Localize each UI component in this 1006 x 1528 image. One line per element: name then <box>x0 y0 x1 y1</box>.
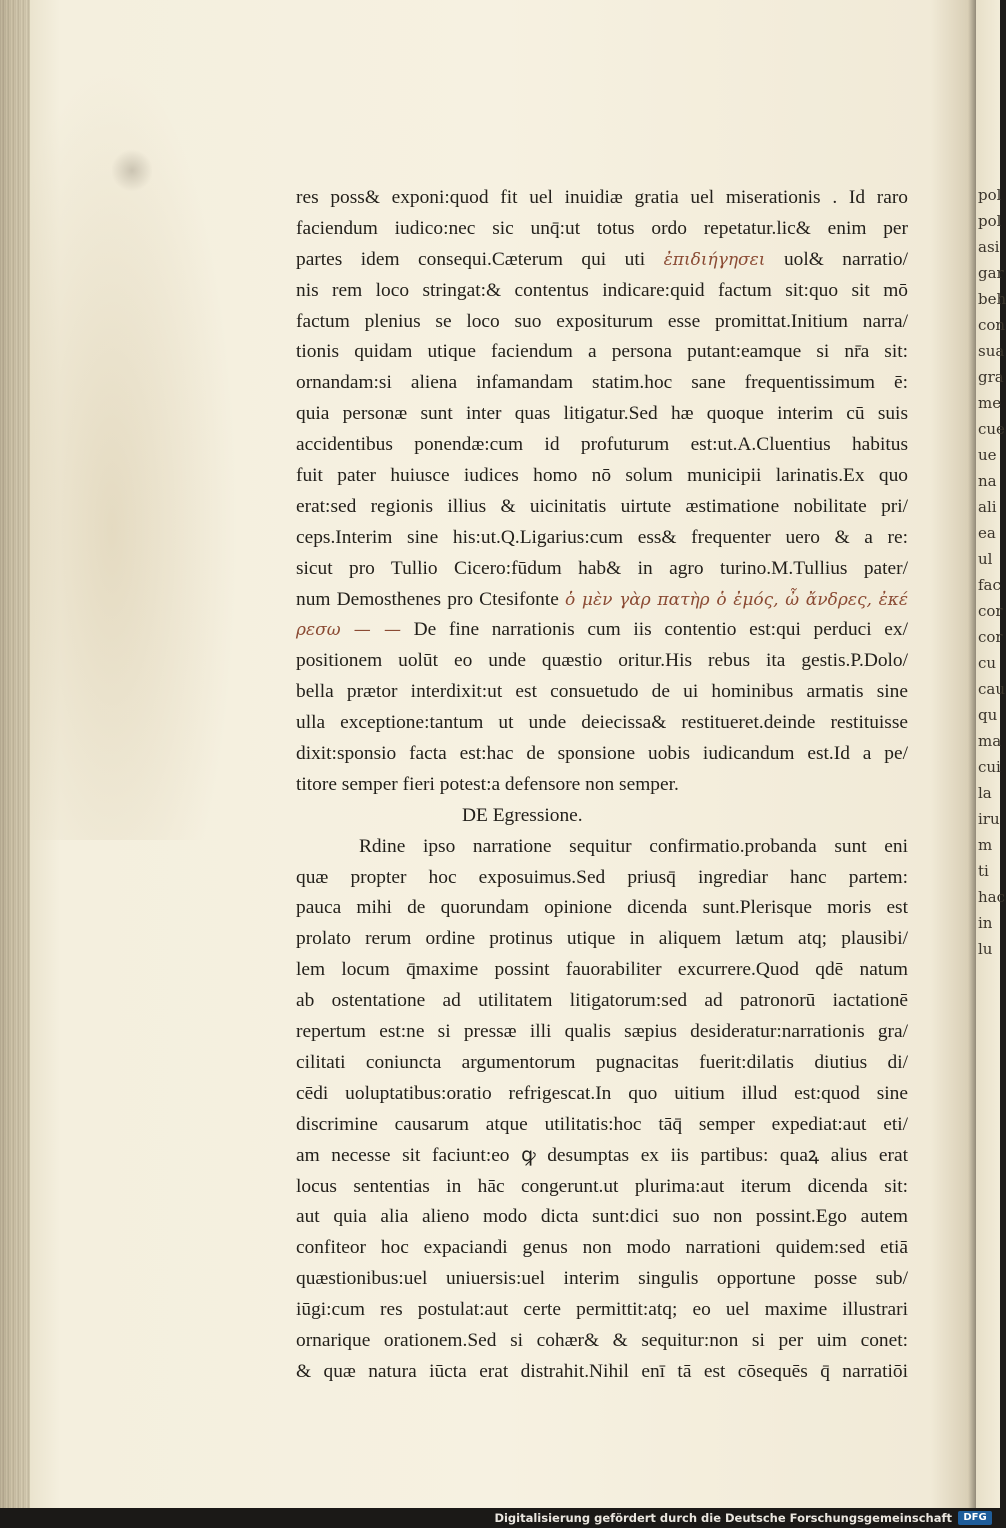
facing-page-fragment: ma <box>978 732 1002 750</box>
text-line: am necesse sit faciunt:eo ꝙ desumptas ex iis partibus: quaꝝ alius erat <box>296 1144 908 1166</box>
text-line: titore semper fieri potest:a defensore non semper. <box>296 773 679 795</box>
text-line: cēdi uoluptatibus:oratio refrigescat.In quo uitium illud est:quod sine <box>296 1082 908 1104</box>
section-heading: DE Egressione. <box>462 804 583 826</box>
text-line: factum plenius se loco suo expositurum esse promittat.Initium narra/ <box>296 310 908 332</box>
text-line: ornandam:si aliena infamandam statim.hoc sane frequentissimum ē: <box>296 372 908 394</box>
facing-page-fragment: cui <box>978 758 1001 776</box>
ink-bleed-mark <box>112 148 152 193</box>
facing-page-fragment: gar <box>978 264 1004 282</box>
text-line: quia personæ sunt inter quas litigatur.Sed hæ quoque interim cū suis <box>296 403 908 425</box>
text-line: tionis quidam utique faciendum a persona putant:eamque si nr̄a sit: <box>296 341 908 363</box>
facing-page-fragment: fac <box>978 576 1001 594</box>
text-line: faciendum iudico:nec sic unq̄:ut totus ordo repetatur.lic& enim per <box>296 217 908 239</box>
facing-page-fragment: hac <box>978 888 1006 906</box>
text-span: uol& narratio/ <box>783 248 908 270</box>
text-line: erat:sed regionis illius & uicinitatis uirtute æstimatione nobilitate pri/ <box>296 495 908 517</box>
text-line: ulla exceptione:tantum ut unde deiecissa& restitueret.deinde restituisse <box>296 712 908 734</box>
facing-page-fragment: me <box>978 394 1002 412</box>
text-line: confiteor hoc expaciandi genus non modo narrationi quidem:sed etiā <box>296 1237 908 1259</box>
facing-page-fragment: in <box>978 914 993 932</box>
page-edge-left <box>0 0 30 1508</box>
facing-page-fragment: ul <box>978 550 993 568</box>
facing-page-fragment: cue <box>978 420 1005 438</box>
text-span: De fine narrationis cum iis contentio est:qui perduci ex/ <box>413 619 908 641</box>
text-line: ornarique orationem.Sed si cohær& & sequitur:non si per uim conet: <box>296 1329 908 1351</box>
facing-page-fragment: ea <box>978 524 996 542</box>
facing-page-fragment: iru <box>978 810 1000 828</box>
main-text-block <box>296 183 908 1388</box>
text-line: aut quia alia alieno modo dicta sunt:dici suo non possint.Ego autem <box>296 1206 908 1228</box>
text-line: discrimine causarum atque utilitatis:hoc tāq̄ semper expediat:aut eti/ <box>296 1113 908 1135</box>
text-line: locus sententias in hāc congerunt.ut plurima:aut iterum dicenda sit: <box>296 1175 908 1197</box>
text-line: pauca mihi de quorundam opinione dicenda sunt.Plerisque moris est <box>296 897 908 919</box>
text-line: ab ostentatione ad utilitatem litigatorum:sed ad patronorū iactationē <box>296 990 908 1012</box>
facing-page-fragment: cu <box>978 654 997 672</box>
text-line: accidentibus ponendæ:cum id profuturum est:ut.A.Cluentius habitus <box>296 434 908 456</box>
text-line: quæstionibus:uel uniuersis:uel interim singulis opportune posse sub/ <box>296 1268 908 1290</box>
text-line: cilitati coniuncta argumentorum pugnacitas fuerit:dilatis diutius di/ <box>296 1051 908 1073</box>
facing-page-fragment: la <box>978 784 992 802</box>
digitization-credit: Digitalisierung gefördert durch die Deutsche Forschungsgemeinschaft <box>494 1511 952 1525</box>
facing-page-strip <box>976 0 1006 1508</box>
facing-page-fragment: lu <box>978 940 993 958</box>
text-line: repertum est:ne si pressæ illi qualis sæpius desideratur:narrationis gra/ <box>296 1021 908 1043</box>
facing-page-fragment: gra <box>978 368 1004 386</box>
text-line <box>296 585 908 616</box>
facing-page-fragment: pol <box>978 186 1002 204</box>
text-line: res poss& exponi:quod fit uel inuidiæ gratia uel miserationis . Id raro <box>296 187 908 208</box>
facing-page-fragment: qu <box>978 706 998 724</box>
facing-page-fragment: ali <box>978 498 997 516</box>
text-line: nis rem loco stringat:& contentus indicare:quid factum sit:quo sit mō <box>296 279 908 301</box>
text-line: bella prætor interdixit:ut est consuetudo de ui hominibus armatis sine <box>296 681 908 703</box>
text-line: & quæ natura iūcta erat distrahit.Nihil enī tā est cōsequēs q̄ narratiōi <box>296 1360 908 1382</box>
text-line <box>296 245 908 276</box>
text-line: prolato rerum ordine protinus utique in aliquem lætum atq; plausibi/ <box>296 928 908 950</box>
facing-page-fragment: pol <box>978 212 1002 230</box>
text-line: fuit pater huiusce iudices homo nō solum municipii larinatis.Ex quo <box>296 465 908 487</box>
facing-page-fragment: na <box>978 472 997 490</box>
footer-bar <box>0 1508 1000 1528</box>
text-span: partes idem consequi.Cæterum qui uti <box>296 248 646 270</box>
text-line: iūgi:cum res postulat:aut certe permittit:atq; eo uel maxime illustrari <box>296 1299 908 1321</box>
facing-page-fragment: ue <box>978 446 997 464</box>
facing-page-fragment: ti <box>978 862 989 880</box>
facing-page-fragment: asi <box>978 238 1000 256</box>
facing-page-fragment: cor <box>978 602 1003 620</box>
dfg-logo: DFG <box>958 1511 992 1525</box>
greek-annotation: ἐπιδιήγησει <box>663 249 766 270</box>
text-line: lem locum q̄maxime possint fauorabiliter excurrere.Quod qdē natum <box>296 959 908 981</box>
text-span: num Demosthenes pro Ctesifonte <box>296 588 559 610</box>
facing-page-fragment: cor <box>978 628 1003 646</box>
facing-page-fragment: beh <box>978 290 1006 308</box>
text-line: Rdine ipso narratione sequitur confirmatio.probanda sunt eni <box>359 835 908 857</box>
text-line: ceps.Interim sine his:ut.Q.Ligarius:cum ess& frequenter uero & a re: <box>296 526 908 548</box>
facing-page-fragment: m <box>978 836 993 854</box>
text-line: sicut pro Tullio Cicero:fūdum hab& in agro turino.M.Tullius pater/ <box>296 557 908 579</box>
facing-page-fragment: cau <box>978 680 1006 698</box>
greek-annotation: ρεσω — — <box>296 620 402 641</box>
text-line <box>296 615 908 646</box>
facing-page-fragment: sua <box>978 342 1005 360</box>
text-line: dixit:sponsio facta est:hac de sponsione uobis iudicandum est.Id a pe/ <box>296 743 908 765</box>
facing-page-fragment: con <box>978 316 1006 334</box>
greek-annotation: ὁ μὲν γὰρ πατὴρ ὁ ἐμός, ὦ ἄνδρες, ἐκέ <box>565 589 908 610</box>
text-line: positionem uolūt eo unde quæstio oritur.His rebus ita gestis.P.Dolo/ <box>296 650 908 672</box>
text-line: quæ propter hoc exposuimus.Sed priusq̄ ingrediar hanc partem: <box>296 866 908 888</box>
